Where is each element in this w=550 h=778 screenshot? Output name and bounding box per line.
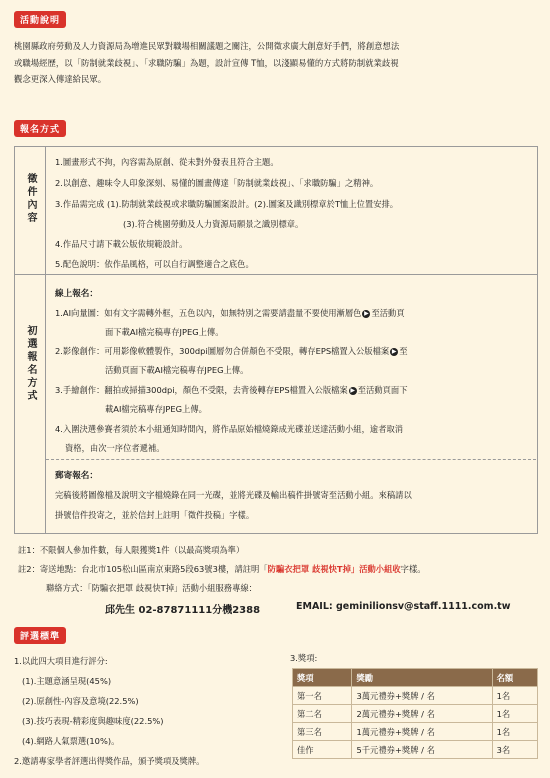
table-row [293, 723, 538, 741]
criteria-intro: 1.以此四大項目進行評分: [14, 656, 108, 666]
note-2-highlight: 防騙衣把罩 歧視快T掉」活動小組收 [267, 564, 401, 574]
online-item [55, 384, 408, 396]
online-item: 4.入圍決選參賽者須於本小組通知時間內，將作品原始檔燒錄成光碟並送達活動小組，逾者取消 [55, 424, 404, 434]
contact-email[interactable]: EMAIL: geminilionsv@staff.1111.com.tw [296, 601, 511, 612]
award-prize: 2萬元禮券+獎牌 / 名 [352, 705, 492, 723]
award-count: 1名 [492, 687, 537, 705]
circle-arrow-right-icon: ▶ [364, 309, 369, 317]
criteria-item: (1).主題意涵呈現(45%) [22, 676, 112, 686]
table-row [293, 687, 538, 705]
selection-label-text: 初選報名方式 [25, 325, 36, 403]
awards-header-cell: 獎項 [293, 669, 352, 687]
online-heading: 線上報名： [55, 289, 98, 299]
criteria-item: (2).原創性-內容及意境(22.5%) [22, 696, 139, 706]
online-item-text: 2.影像創作：可用影像軟體製作，300dpi圖層勿合併顏色不受限，轉存EPS檔置入公版檔案 [55, 346, 390, 356]
circle-arrow-right-icon: ▶ [391, 347, 397, 355]
selection-box [14, 274, 538, 534]
note-2 [18, 563, 426, 575]
award-count: 3名 [492, 741, 537, 759]
awards-title: 3.獎項: [290, 653, 318, 663]
award-rank: 第二名 [293, 705, 352, 723]
contact-name: 邱先生 02-87871111分機2388 [105, 605, 261, 616]
online-item-text: 3.手繪創作：翻拍或掃描300dpi，顏色不受限，去背後轉存EPS檔置入公版檔案 [55, 385, 348, 395]
online-item-text: 至活動頁面下 [357, 385, 408, 395]
content-item: 3.作品需完成 (1).防制就業歧視或求職防騙圖案設計。(2).圖案及識別標章於T恤上位置安排。 [55, 199, 399, 209]
note-3: 聯絡方式：「防騙衣把罩 歧視快T掉」活動小組服務專線： [46, 583, 257, 593]
note-1: 註1：不限個人參加件數，每人限獲獎1件（以最高獎項為準） [18, 545, 245, 555]
circle-arrow-right-icon: ▶ [350, 386, 356, 394]
criteria-item: (3).技巧表現-精彩度與趣味度(22.5%) [22, 716, 164, 726]
table-row [293, 705, 538, 723]
award-count: 1名 [492, 723, 537, 741]
content-item: 5.配色說明：依作品風格，可以自行調整適合之底色。 [55, 259, 254, 269]
online-item: 資格，由次一序位者遞補。 [65, 443, 165, 453]
intro-line: 觀念更深入傳達給民眾。 [14, 74, 107, 84]
criteria-item: (4).網路人氣票選(10%)。 [22, 736, 120, 746]
award-prize: 1萬元禮券+獎牌 / 名 [352, 723, 492, 741]
table-row [293, 741, 538, 759]
content-item: (3).符合桃園勞動及人力資源局願景之識別標章。 [123, 219, 304, 229]
online-item-text: 至 [399, 346, 408, 356]
online-item: 活動頁面下載AI檔完稿專存JPEG上傳。 [105, 365, 249, 375]
mail-item: 掛號信件投寄之，並於信封上註明「徵件投稿」字樣。 [55, 510, 255, 520]
section-badge-intro: 活動說明 [14, 11, 66, 28]
online-item: 載AI檔完稿專存JPEG上傳。 [105, 404, 207, 414]
criteria-final: 2.邀請專家學者評選出得獎作品，頒予獎項及獎牌。 [14, 756, 205, 766]
online-item [55, 345, 408, 357]
award-rank: 第三名 [293, 723, 352, 741]
content-box-label [19, 173, 41, 230]
section-badge-criteria: 評選標準 [14, 627, 66, 644]
online-item-text: 1.AI向量圖：如有文字需轉外框，五色以內，如無特別之需要請盡量不要使用漸層色 [55, 308, 362, 318]
awards-header-cell: 名額 [492, 669, 537, 687]
content-item: 4.作品尺寸請下載公版依規範設計。 [55, 239, 188, 249]
award-prize: 3萬元禮券+獎牌 / 名 [352, 687, 492, 705]
intro-paragraph [14, 38, 539, 88]
mail-heading: 郵寄報名： [55, 471, 98, 481]
section-badge-signup: 報名方式 [14, 120, 66, 137]
awards-header-cell: 獎勵 [352, 669, 492, 687]
note-2-suffix: 字樣。 [400, 564, 426, 574]
awards-header-row [293, 669, 538, 687]
intro-line: 桃園縣政府勞動及人力資源局為增進民眾對職場相關議題之關注，公開徵求廣大創意好手們，將創意想法 [14, 41, 400, 51]
award-count: 1名 [492, 705, 537, 723]
content-box [14, 146, 538, 276]
intro-line: 或職場經歷，以「防制就業歧視」、「求職防騙」為題，設計宣傳 T恤，以淺顯易懂的方式將防制就業歧視 [14, 57, 399, 68]
note-2-prefix: 註2：寄送地點：台北市105松山區南京東路5段63號3樓，請註明「 [18, 564, 268, 574]
online-item [55, 307, 405, 319]
online-item-text: 至活動頁 [371, 308, 405, 318]
selection-box-label [19, 325, 41, 408]
content-label-text: 徵件內容 [25, 173, 36, 225]
mail-item: 完稿後將圖像檔及說明文字檔燒錄在同一光碟，並將光碟及輸出稿件掛號寄至活動小組。來稿請以 [55, 490, 412, 500]
online-item: 面下載AI檔完稿專存JPEG上傳。 [105, 327, 224, 337]
award-prize: 5千元禮券+獎牌 / 名 [352, 741, 492, 759]
content-item: 2.以創意、趣味令人印象深刻、易懂的圖畫傳達「防制就業歧視」、「求職防騙」之精神。 [55, 178, 379, 188]
award-rank: 第一名 [293, 687, 352, 705]
content-item: 1.圖畫形式不拘，內容需為原創、從未對外發表且符合主題。 [55, 157, 279, 167]
awards-table [292, 668, 538, 759]
award-rank: 佳作 [293, 741, 352, 759]
